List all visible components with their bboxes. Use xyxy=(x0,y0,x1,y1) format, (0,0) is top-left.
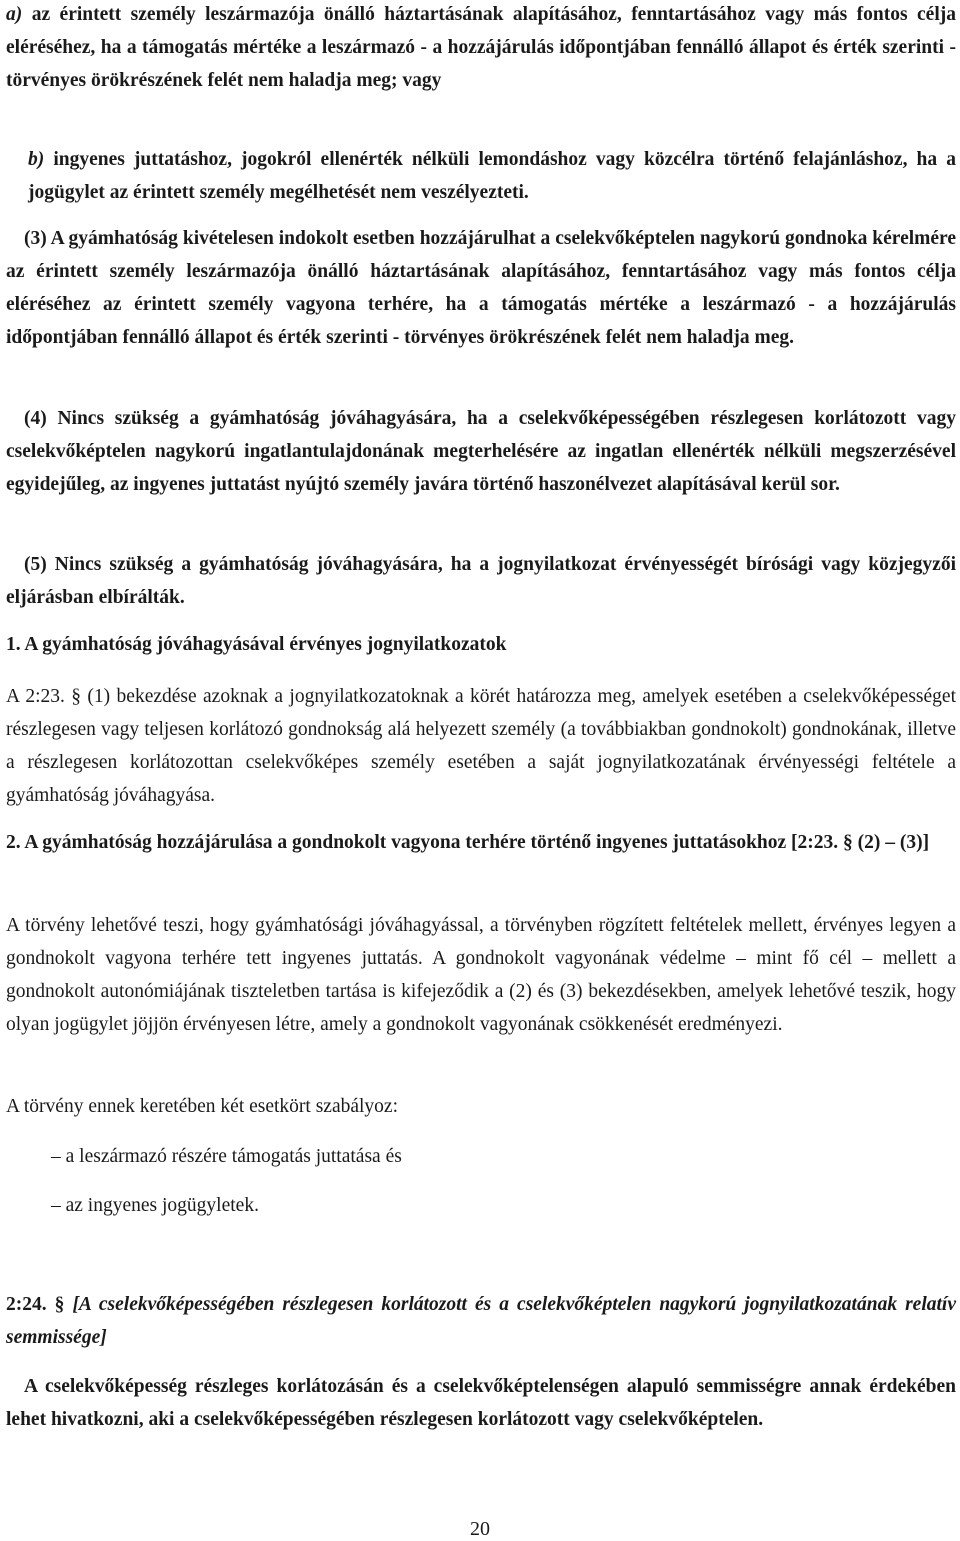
section-2-24-body: A cselekvőképesség részleges korlátozásán és a cselekvőképtelenségen alapuló semmisségre annak érdekében lehet hivatkozni, aki a cselekvőképességében részlegesen korlátozott vagy cselekvőképtelen. xyxy=(6,1376,956,1430)
item-b xyxy=(28,143,956,209)
item-b-text: ingyenes juttatáshoz, jogokról ellenérték nélküli lemondáshoz vagy közcélra történő felajánláshoz, ha a jogügylet az érintett személy megélhetését nem veszélyezteti. xyxy=(28,149,956,203)
list-item: – az ingyenes jogügyletek. xyxy=(51,1195,259,1216)
section-2-text-2: A törvény ennek keretében két esetkört szabályoz: xyxy=(6,1096,399,1117)
section-2-24-title xyxy=(6,1288,956,1354)
section-number: 2:24. § xyxy=(6,1294,73,1315)
page-number: 20 xyxy=(470,1518,490,1540)
item-a xyxy=(6,0,956,97)
paragraph-3: (3) A gyámhatóság kivételesen indokolt esetben hozzájárulhat a cselekvőképtelen nagykorú gondnoka kérelmére az érintett személy leszármazója önálló háztartásának alapításához, fenntartásához vagy más fontos célja eléréséhez az érintett személy vagyona terhére, ha a támogatás mértéke a leszármazó - a hozzájárulás időpontjában fennálló állapot és érték szerinti - törvényes örökrészének felét nem haladja meg. xyxy=(6,228,956,348)
section-2-text-1: A törvény lehetővé teszi, hogy gyámhatósági jóváhagyással, a törvényben rögzített feltételek mellett, érvényes legyen a gondnokolt vagyona terhére tett ingyenes juttatás. A gondnokolt vagyonának védelme – mint fő cél – mellett a gondnokolt autonómiájának tiszteletben tartása is kifejeződik a (2) és (3) bekezdésekben, amelyek lehetővé teszik, hogy olyan jogügylet jöjjön érvényesen létre, amely a gondnokolt vagyonának csökkenését eredményezi. xyxy=(6,915,956,1035)
section-2-heading: 2. A gyámhatóság hozzájárulása a gondnokolt vagyona terhére történő ingyenes juttatásokhoz [2:23. § (2) – (3)] xyxy=(6,832,930,853)
item-a-marker: a) xyxy=(6,4,23,25)
section-1-text: A 2:23. § (1) bekezdése azoknak a jognyilatkozatoknak a körét határozza meg, amelyek esetében a cselekvőképességet részlegesen vagy teljesen korlátozó gondnokság alá helyezett személy (a továbbiakban gondnokolt) gondnokának, illetve a részlegesen korlátozottan cselekvőképes személy esetében a saját jognyilatkozatának érvényességi feltétele a gyámhatóság jóváhagyása. xyxy=(6,686,956,806)
section-title: [A cselekvőképességében részlegesen korlátozott és a cselekvőképtelen nagykorú jognyilatkozatának relatív semmissége] xyxy=(6,1294,956,1348)
paragraph-5: (5) Nincs szükség a gyámhatóság jóváhagyására, ha a jognyilatkozat érvényességét bírósági vagy közjegyzői eljárásban elbírálták. xyxy=(6,554,956,608)
list-item: – a leszármazó részére támogatás juttatása és xyxy=(51,1146,402,1167)
item-a-text: az érintett személy leszármazója önálló háztartásának alapításához, fenntartásához vagy más fontos célja eléréséhez, ha a támogatás mértéke a leszármazó - a hozzájárulás időpontjában fennálló állapot és érték szerinti - törvényes örökrészének felét nem haladja meg; vagy xyxy=(6,4,956,91)
paragraph-4: (4) Nincs szükség a gyámhatóság jóváhagyására, ha a cselekvőképességében részlegesen korlátozott vagy cselekvőképtelen nagykorú ingatlantulajdonának megterhelésére az ingatlan ellenérték nélküli megszerzésével egyidejűleg, az ingyenes juttatást nyújtó személy javára történő haszonélvezet alapításával kerül sor. xyxy=(6,408,956,495)
item-b-marker: b) xyxy=(28,149,45,170)
section-1-heading: 1. A gyámhatóság jóváhagyásával érvényes jognyilatkozatok xyxy=(6,634,507,655)
